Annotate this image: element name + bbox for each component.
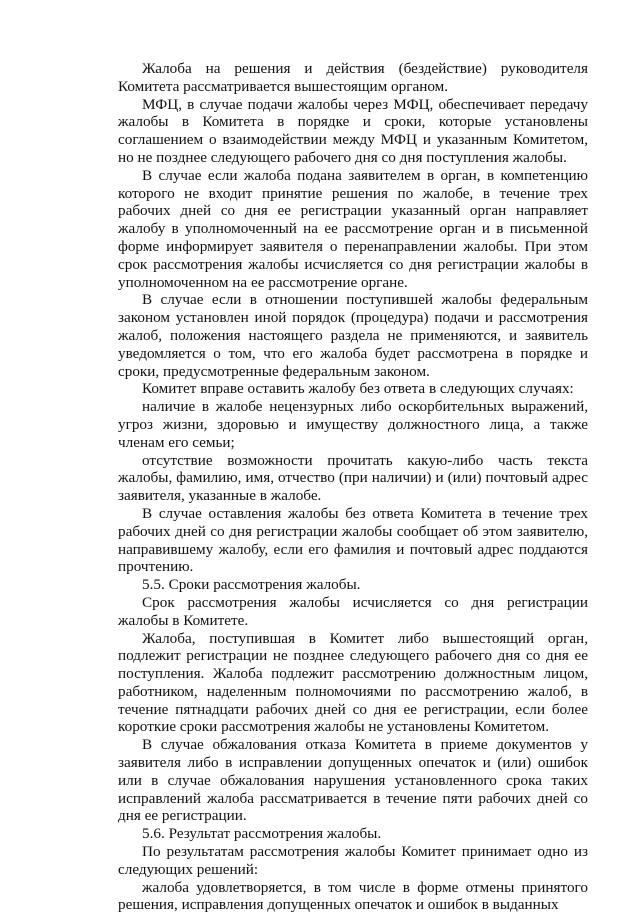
paragraph: Срок рассмотрения жалобы исчисляется со дня регистрации жалобы в Комитете. xyxy=(118,593,588,629)
paragraph: В случае если жалоба подана заявителем в орган, в компетенцию которого не входит принятие решения по жалобе, в течение трех рабочих дней со дня ее регистрации указанный орган направляет жалобу в уполномоченный на ее рассмотрение орган и в письменной форме информирует заявителя о перенаправлении жалобы. При этом срок рассмотрения жалобы исчисляется со дня регистрации жалобы в уполномоченном на ее рассмотрение органе. xyxy=(118,166,588,291)
paragraph: В случае оставления жалобы без ответа Комитета в течение трех рабочих дней со дня регистрации жалобы сообщает об этом заявителю, направившему жалобу, если его фамилия и почтовый адрес поддаются прочтению. xyxy=(118,504,588,576)
paragraph: В случае если в отношении поступившей жалобы федеральным законом установлен иной порядок (процедура) подачи и рассмотрения жалоб, положения настоящего раздела не применяются, и заявитель уведомляется о том, что его жалоба будет рассмотрена в порядке и сроки, предусмотренные федеральным законом. xyxy=(118,291,588,380)
list-item: наличие в жалобе нецензурных либо оскорбительных выражений, угроз жизни, здоровью и имуществу должностного лица, а также членам его семьи; xyxy=(118,398,588,451)
paragraph: В случае обжалования отказа Комитета в приеме документов у заявителя либо в исправлении допущенных опечаток и (или) ошибок или в случае обжалования нарушения установленного срока таких исправлений жалоба рассматривается в течение пяти рабочих дней со дня ее регистрации. xyxy=(118,736,588,825)
section-heading: 5.5. Сроки рассмотрения жалобы. xyxy=(142,576,361,594)
section-heading: 5.6. Результат рассмотрения жалобы. xyxy=(142,825,382,843)
paragraph: Жалоба на решения и действия (бездействие) руководителя Комитета рассматривается вышестоящим органом. xyxy=(118,60,588,95)
paragraph: По результатам рассмотрения жалобы Комитет принимает одно из следующих решений: xyxy=(118,843,588,878)
paragraph: Жалоба, поступившая в Комитет либо вышестоящий орган, подлежит регистрации не позднее следующего рабочего дня со дня ее поступления. Жалоба подлежит рассмотрению должностным лицом, работником, наделенным полномочиями по рассмотрению жалоб, в течение пятнадцати рабочих дней со дня ее регистрации, если более короткие сроки рассмотрения жалобы не установлены Комитетом. xyxy=(118,629,588,736)
paragraph: МФЦ, в случае подачи жалобы через МФЦ, обеспечивает передачу жалобы в Комитета в порядке и сроки, которые установлены соглашением о взаимодействии между МФЦ и указанным Комитетом, но не позднее следующего рабочего дня со дня поступления жалобы. xyxy=(118,95,588,166)
document-body xyxy=(118,60,588,914)
list-item: жалоба удовлетворяется, в том числе в форме отмены принятого решения, исправления допущенных опечаток и ошибок в выданных xyxy=(118,878,588,914)
list-item: отсутствие возможности прочитать какую-либо часть текста жалобы, фамилию, имя, отчество (при наличии) и (или) почтовый адрес заявителя, указанные в жалобе. xyxy=(118,451,588,505)
paragraph: Комитет вправе оставить жалобу без ответа в следующих случаях: xyxy=(142,380,574,398)
